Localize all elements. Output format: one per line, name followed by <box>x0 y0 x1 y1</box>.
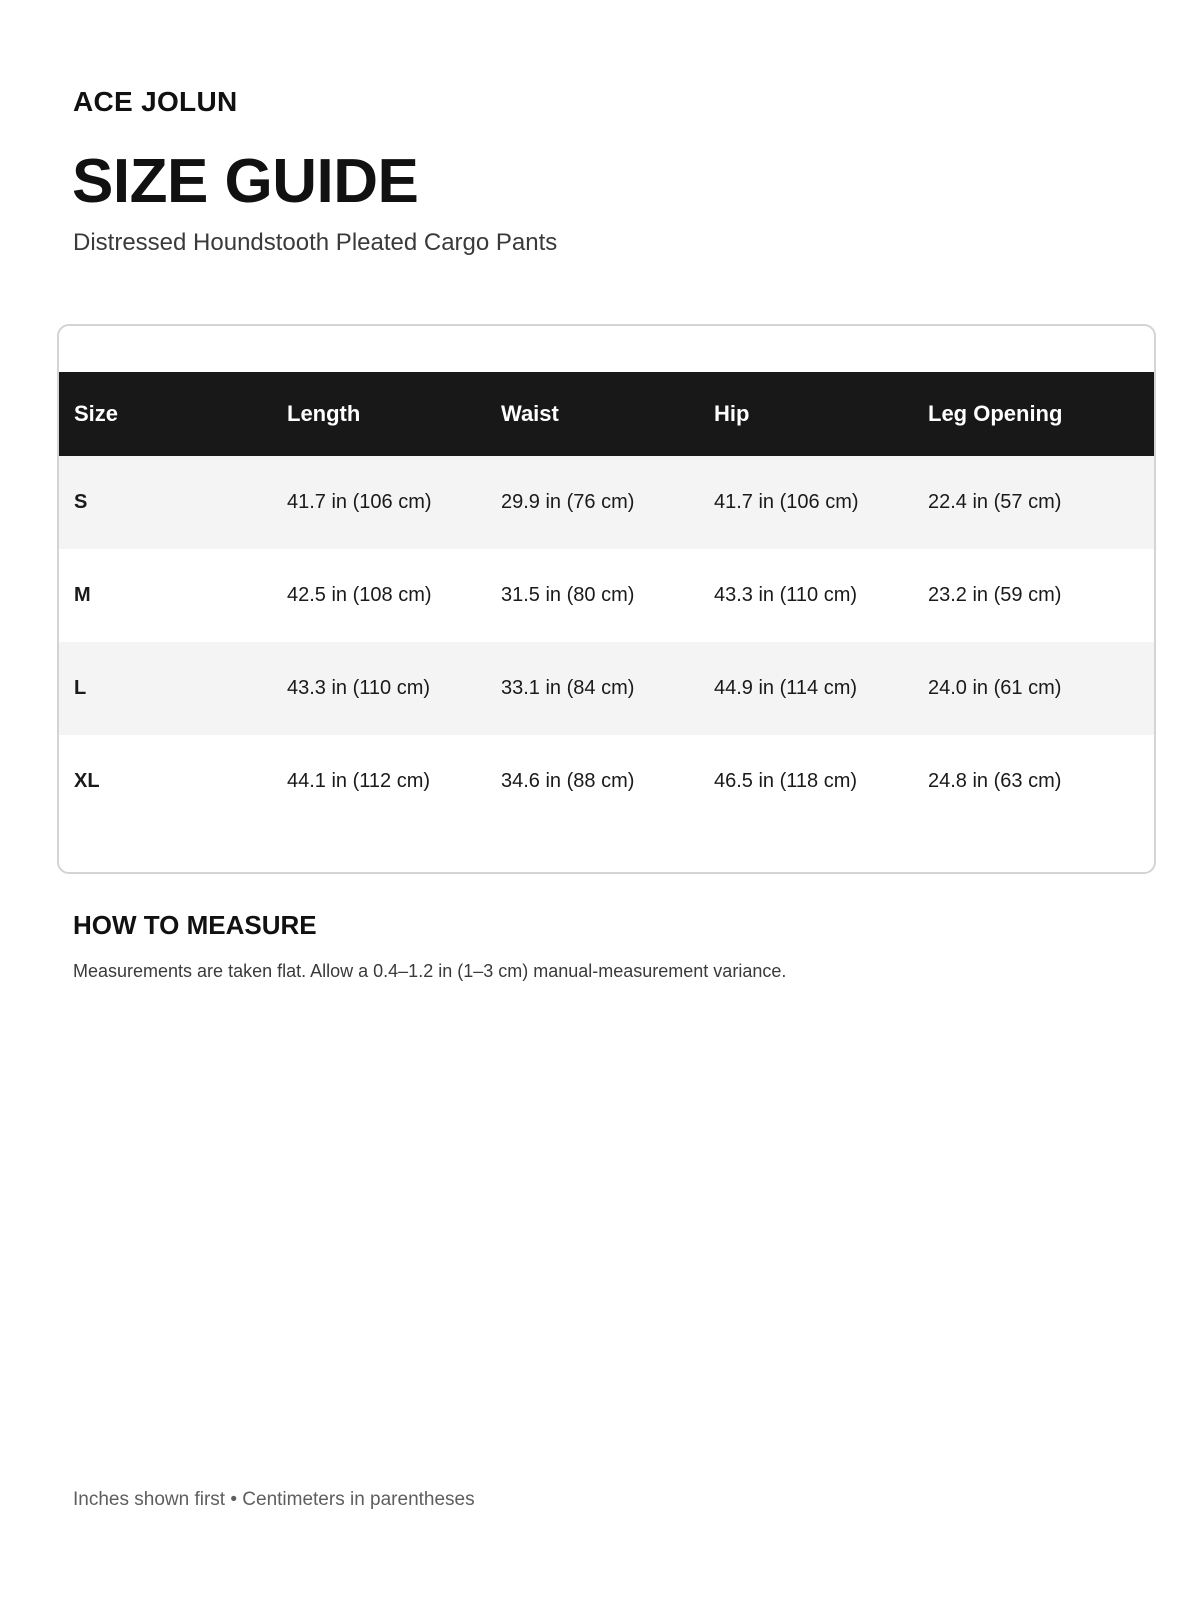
leg-opening-value: 24.8 in (63 cm) <box>913 735 1154 828</box>
table-row <box>59 642 1154 735</box>
length-value: 44.1 in (112 cm) <box>272 735 486 828</box>
waist-value: 29.9 in (76 cm) <box>486 456 699 549</box>
page-title: SIZE GUIDE <box>72 147 419 216</box>
table-row <box>59 735 1154 828</box>
waist-value: 31.5 in (80 cm) <box>486 549 699 642</box>
leg-opening-value: 24.0 in (61 cm) <box>913 642 1154 735</box>
size-label: M <box>59 549 272 642</box>
length-value: 43.3 in (110 cm) <box>272 642 486 735</box>
table-row <box>59 456 1154 549</box>
hip-value: 41.7 in (106 cm) <box>699 456 913 549</box>
length-value: 41.7 in (106 cm) <box>272 456 486 549</box>
table-header-row <box>59 372 1154 456</box>
waist-value: 34.6 in (88 cm) <box>486 735 699 828</box>
hip-value: 43.3 in (110 cm) <box>699 549 913 642</box>
how-to-measure-heading: HOW TO MEASURE <box>73 910 317 940</box>
header-length: Length <box>272 372 486 456</box>
header-leg-opening: Leg Opening <box>913 372 1154 456</box>
waist-value: 33.1 in (84 cm) <box>486 642 699 735</box>
header-waist: Waist <box>486 372 699 456</box>
length-value: 42.5 in (108 cm) <box>272 549 486 642</box>
hip-value: 44.9 in (114 cm) <box>699 642 913 735</box>
size-label: L <box>59 642 272 735</box>
table-row <box>59 549 1154 642</box>
how-to-measure-text: Measurements are taken flat. Allow a 0.4–1.2 in (1–3 cm) manual-measurement variance. <box>73 961 787 981</box>
leg-opening-value: 22.4 in (57 cm) <box>913 456 1154 549</box>
brand-name: ACE JOLUN <box>73 86 238 117</box>
size-table <box>59 372 1154 828</box>
size-table-card <box>57 324 1156 874</box>
product-subtitle: Distressed Houndstooth Pleated Cargo Pants <box>73 229 558 256</box>
leg-opening-value: 23.2 in (59 cm) <box>913 549 1154 642</box>
size-label: XL <box>59 735 272 828</box>
header-hip: Hip <box>699 372 913 456</box>
hip-value: 46.5 in (118 cm) <box>699 735 913 828</box>
header-size: Size <box>59 372 272 456</box>
units-footnote: Inches shown first • Centimeters in parentheses <box>73 1489 475 1510</box>
size-label: S <box>59 456 272 549</box>
